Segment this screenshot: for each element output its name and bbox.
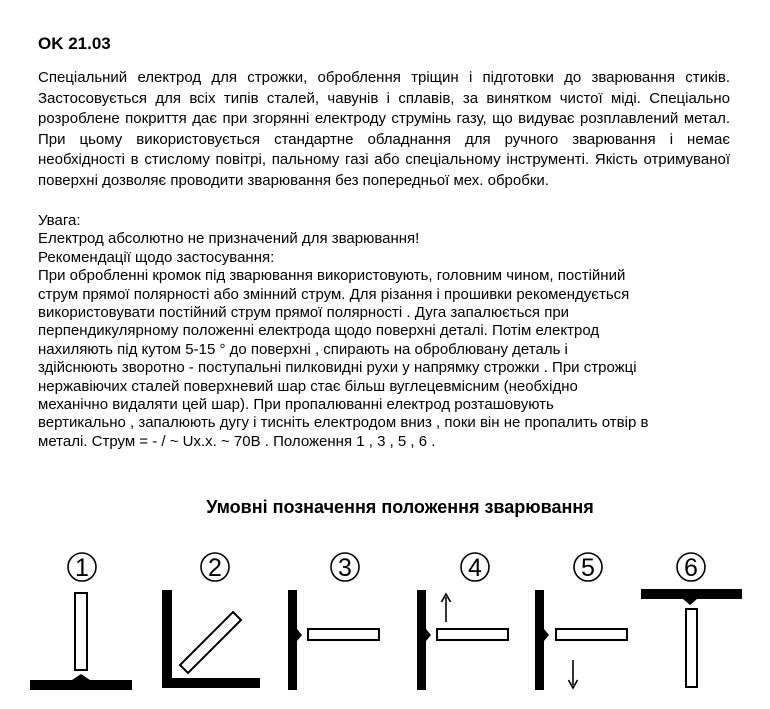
electrode-horizontal-wall-arrow-up-icon — [417, 553, 508, 690]
note-line: Увага: — [38, 212, 81, 229]
note-line: вертикально , запалюють дугу і тисніть електродом вниз , поки він не пропалить отвір в — [38, 414, 649, 432]
note-line: Електрод абсолютно не призначений для зварювання! — [38, 230, 420, 248]
notes-block — [38, 212, 738, 451]
note-line: здійснюють зворотно - поступальні пилковидні рухи у напрямку строжки . При строжці — [38, 359, 637, 377]
note-line: нержавіючих сталей поверхневий шар стає більш вуглецевмісним (необхідно — [38, 377, 578, 395]
document-code: OK 21.03 — [38, 34, 111, 53]
electrode-inclined-corner-icon — [162, 553, 260, 688]
electrode-vertical-floor-icon — [30, 553, 132, 690]
note-line: перпендикулярному положенні електрода щодо поверхні деталі. Потім електрод — [38, 322, 600, 340]
note-line: При обробленні кромок під зварювання використовують, головним чином, постійний — [38, 267, 626, 285]
description-paragraph: Спеціальний електрод для строжки, оброблення тріщин і підготовки до зварювання стиків. Застосовується для всіх типів сталей, чавунів і сплавів, за винятком чистої міді. Спеціально розроблене покриття дає при згорянні електроду струмінь газу, що видуває розплавлений метал. При цьому використовується стандартне обладнання для ручного зварювання і немає необхідності в стислому повітрі, пальному газі або спеціальному інструменті. Якість отримуваної поверхні дозволяє проводити зварювання без попередньої мех. обробки. — [38, 69, 730, 189]
position-number: 4 — [468, 554, 482, 582]
position-number: 1 — [75, 554, 89, 582]
electrode-horizontal-wall-arrow-down-icon — [535, 553, 627, 690]
position-number: 6 — [684, 554, 698, 582]
note-line: нахиляють під кутом 5-15 ° до поверхні , спирають на оброблювану деталь і — [38, 340, 568, 358]
electrode-vertical-ceiling-icon — [641, 553, 742, 687]
note-line: використовувати постійний струм прямої полярності . Дуга запалюється при — [38, 304, 570, 322]
welding-positions-diagram — [0, 545, 770, 709]
note-line: струм прямої полярності або змінний струм. Для різання і прошивки рекомендується — [38, 285, 630, 303]
note-line: металі. Струм = - / ~ Ux.x. ~ 70В . Положення 1 , 3 , 5 , 6 . — [38, 432, 436, 450]
electrode-horizontal-wall-icon — [288, 553, 379, 690]
position-number: 5 — [581, 554, 595, 582]
note-line: Рекомендації щодо застосування: — [38, 248, 275, 266]
note-line: механічно видаляти цей шар). При пропалюванні електрод розташовують — [38, 396, 554, 414]
position-number: 2 — [208, 554, 222, 582]
position-number: 3 — [338, 554, 352, 582]
legend-title: Умовні позначення положення зварювання — [206, 497, 594, 517]
